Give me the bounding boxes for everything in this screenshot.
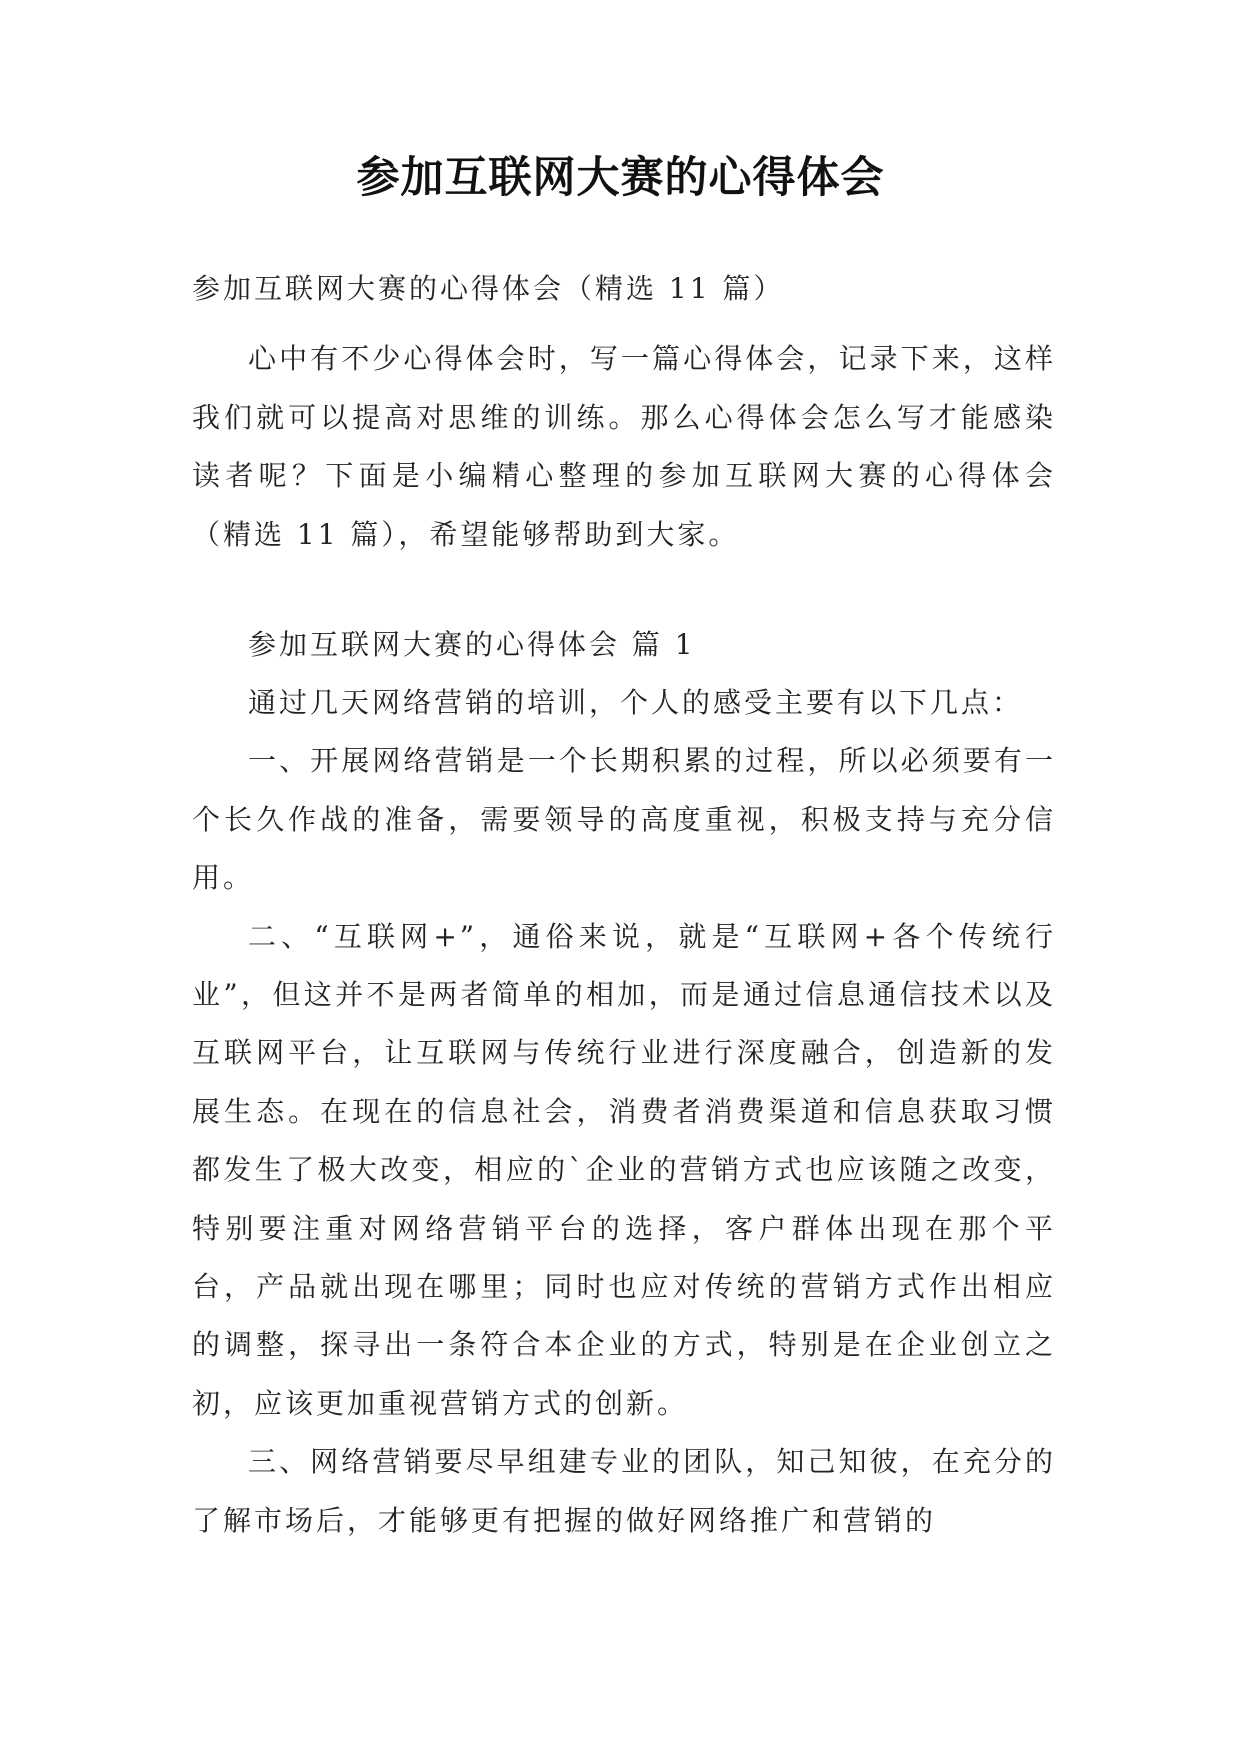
paragraph-4: 三、网络营销要尽早组建专业的团队，知己知彼，在充分的了解市场后，才能够更有把握的做好网络推广和营销的 <box>192 1445 1056 1537</box>
paragraph-2: 一、开展网络营销是一个长期积累的过程，所以必须要有一个长久作战的准备，需要领导的高度重视，积极支持与充分信用。 <box>192 744 1056 895</box>
document-title: 参加互联网大赛的心得体会 <box>356 153 885 203</box>
paragraph-3: 二、“互联网+”，通俗来说，就是“互联网+各个传统行业”，但这并不是两者简单的相加，而是通过信息通信技术以及互联网平台，让互联网与传统行业进行深度融合，创造新的发展生态。在现在的信息社会，消费者消费渠道和信息获取习惯都发生了极大改变，相应的`企业的营销方式也应该随之改变，特别要注重对网络营销平台的选择，客户群体出现在那个平台，产品就出现在哪里；同时也应对传统的营销方式作出相应的调整，探寻出一条符合本企业的方式，特别是在企业创立之初，应该更加重视营销方式的创新。 <box>192 919 1056 1420</box>
document-body <box>192 260 1056 1550</box>
document-subtitle: 参加互联网大赛的心得体会（精选 11 篇） <box>192 272 785 305</box>
paragraph-1: 通过几天网络营销的培训，个人的感受主要有以下几点： <box>248 686 1024 719</box>
section-heading: 参加互联网大赛的心得体会 篇 1 <box>248 628 696 661</box>
intro-paragraph: 心中有不少心得体会时，写一篇心得体会，记录下来，这样我们就可以提高对思维的训练。那么心得体会怎么写才能感染读者呢？下面是小编精心整理的参加互联网大赛的心得体会（精选 11 篇），希望能够帮助到大家。 <box>192 342 1056 551</box>
